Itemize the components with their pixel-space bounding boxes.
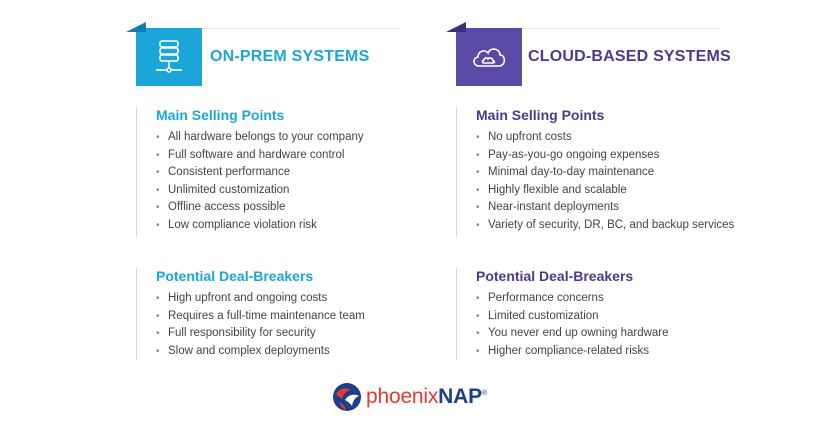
list-item: • No upfront costs <box>476 129 734 147</box>
list-item: • Consistent performance <box>156 164 364 182</box>
section-heading: Potential Deal-Breakers <box>476 268 634 284</box>
list-item: • Higher compliance-related risks <box>476 343 669 361</box>
tab-fold <box>126 22 146 32</box>
list-item: • Full responsibility for security <box>156 325 365 343</box>
header-divider <box>200 28 400 29</box>
list-item: • Slow and complex deployments <box>156 343 365 361</box>
section-divider <box>456 107 457 237</box>
list-item: • Limited customization <box>476 308 669 326</box>
list-item: • High upfront and ongoing costs <box>156 290 365 308</box>
cloud-deal-breakers <box>456 268 669 360</box>
list-item: • Minimal day-to-day maintenance <box>476 164 734 182</box>
logo-part1: phoenix <box>366 385 439 408</box>
section-divider <box>136 268 137 360</box>
logo-part2: NAP <box>438 385 482 408</box>
on-prem-deal-breakers <box>136 268 365 360</box>
section-heading: Potential Deal-Breakers <box>156 268 314 284</box>
list-item: • All hardware belongs to your company <box>156 129 364 147</box>
section-divider <box>136 107 137 237</box>
list-item: • Unlimited customization <box>156 182 364 200</box>
cloud-icon-box <box>456 28 522 86</box>
list-item: • Requires a full-time maintenance team <box>156 308 365 326</box>
on-prem-icon-box <box>136 28 202 86</box>
list-item: • Highly flexible and scalable <box>476 182 734 200</box>
registered-mark: ® <box>481 390 487 397</box>
list-item: • Near-instant deployments <box>476 199 734 217</box>
list-item: • Low compliance violation risk <box>156 217 364 235</box>
cloud-selling-points <box>456 107 734 237</box>
section-divider <box>456 268 457 360</box>
logo-wordmark <box>366 385 487 409</box>
list-item: • You never end up owning hardware <box>476 325 669 343</box>
list-item: • Offline access possible <box>156 199 364 217</box>
on-prem-title: ON-PREM SYSTEMS <box>210 48 370 65</box>
header-divider <box>520 28 720 29</box>
section-heading: Main Selling Points <box>156 107 285 123</box>
globe-icon <box>332 382 362 412</box>
list-item: • Full software and hardware control <box>156 147 364 165</box>
cloud-icon <box>470 42 508 72</box>
section-heading: Main Selling Points <box>476 107 605 123</box>
tab-fold <box>446 22 466 32</box>
list-item: • Performance concerns <box>476 290 669 308</box>
list-item: • Pay-as-you-go ongoing expenses <box>476 147 734 165</box>
on-prem-selling-points <box>136 107 364 237</box>
phoenixnap-logo <box>332 381 487 413</box>
database-server-icon <box>154 39 184 75</box>
list-item: • Variety of security, DR, BC, and backup services <box>476 217 734 235</box>
cloud-title: CLOUD-BASED SYSTEMS <box>528 48 731 65</box>
